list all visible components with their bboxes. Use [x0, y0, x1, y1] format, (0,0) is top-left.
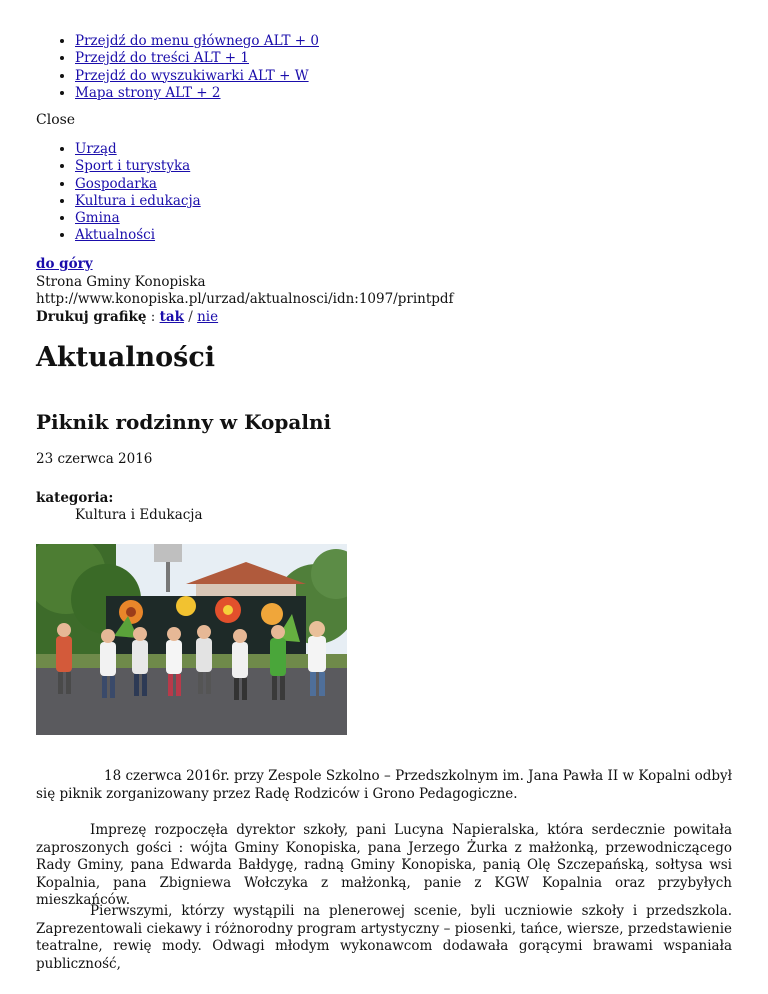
main-menu — [36, 141, 201, 245]
list-item — [75, 50, 319, 67]
category-value: Kultura i Edukacja — [75, 507, 203, 523]
article-title: Piknik rodzinny w Kopalni — [36, 410, 332, 434]
slash-separator: / — [183, 308, 198, 325]
menu-item — [75, 193, 201, 210]
list-item — [75, 33, 319, 50]
paragraph-text: 18 czerwca 2016r. przy Zespole Szkolno – Przedszkolnym im. Jana Pawła II w Kopalni odbył się piknik zorganizowany przez Radę Rodziców i Grono Pedagogiczne. — [36, 768, 732, 802]
paragraph-text: Imprezę rozpoczęła dyrektor szkoły, pani Lucyna Napieralska, która serdecznie powitała zaproszonych gości : wójta Gminy Konopiska, pana Jerzego Żurka z małżonką, przewodniczącego Rady Gminy, pana Edwarda Bałdygę, radną Gminy Konopiska, panią Olę Szczepańską, sołtysa wsi Kopalnia, pana Zbigniewa Wołczyka z małżonką, panie z KGW Kopalnia oraz przybyłych mieszkańców. — [36, 822, 732, 908]
print-graphics-yes-link[interactable] — [160, 309, 184, 325]
print-graphics-label: Drukuj grafikę — [36, 308, 147, 325]
list-item — [75, 85, 319, 102]
menu-item-gmina[interactable]: Gmina — [75, 210, 120, 227]
list-item — [75, 68, 319, 85]
paragraph-text: Pierwszymi, którzy wystąpili na plenerowej scenie, byli uczniowie szkoły i przedszkola. Zaprezentowali ciekawy i różnorodny program artystyczny – piosenki, tańce, wiersze, przedstawienie teatralne, rewię mody. Odwagi młodym wykonawcom dodawała gorącymi brawami wspaniała publiczność, — [36, 903, 732, 972]
print-info — [36, 256, 454, 326]
menu-item — [75, 176, 201, 193]
yes-label: tak — [159, 308, 184, 325]
menu-item-aktualnosci[interactable]: Aktualności — [75, 227, 156, 244]
skip-to-main-menu-link[interactable]: Przejdź do menu głównego ALT + 0 — [75, 33, 319, 49]
menu-item — [75, 210, 201, 227]
colon-separator: : — [146, 308, 160, 325]
menu-item-urzad[interactable]: Urząd — [75, 141, 117, 157]
page-url: http://www.konopiska.pl/urzad/aktualnosci/idn:1097/printpdf — [36, 291, 454, 307]
skip-links-list — [36, 33, 319, 102]
print-graphics-row — [36, 309, 454, 327]
back-to-top-link[interactable] — [36, 256, 93, 272]
article-date: 23 czerwca 2016 — [36, 451, 153, 467]
section-title: Aktualności — [36, 342, 216, 373]
article-paragraph — [36, 903, 732, 973]
back-to-top-label: do góry — [36, 256, 93, 272]
menu-item-sport[interactable]: Sport i turystyka — [75, 158, 191, 175]
photo-illustration — [36, 544, 347, 735]
menu-item — [75, 227, 201, 244]
menu-item — [75, 141, 201, 158]
article-paragraph — [36, 768, 732, 803]
category-label: kategoria: — [36, 490, 114, 506]
site-map-link[interactable]: Mapa strony ALT + 2 — [75, 84, 221, 101]
site-name: Strona Gminy Konopiska — [36, 273, 206, 290]
skip-to-search-link[interactable]: Przejdź do wyszukiwarki ALT + W — [75, 67, 309, 84]
skip-to-content-link[interactable]: Przejdź do treści ALT + 1 — [75, 50, 249, 67]
menu-item-gospodarka[interactable]: Gospodarka — [75, 175, 157, 192]
print-graphics-no-link[interactable]: nie — [197, 308, 219, 325]
close-text: Close — [36, 112, 76, 128]
menu-item-kultura[interactable]: Kultura i edukacja — [75, 192, 201, 209]
menu-item — [75, 158, 201, 175]
article-photo — [36, 544, 347, 735]
article-paragraph — [36, 822, 732, 910]
